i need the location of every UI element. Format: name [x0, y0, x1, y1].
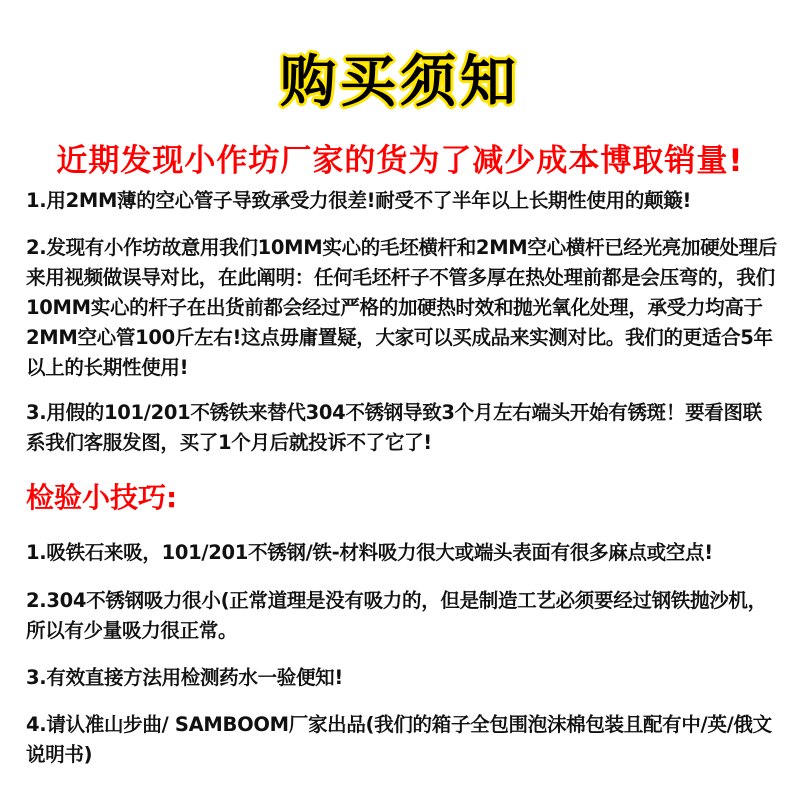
notice-2: 2.发现有小作坊故意用我们10MM实心的毛坯横杆和2MM空心横杆已经光亮加硬处理后来用视频做误导对比，在此阐明：任何毛坯杆子不管多厚在热处理前都是会压弯的，我们10MM实心的杆子在出货前都会经过严格的加硬热时效和抛光氧化处理，承受力均高于2MM空心管100斤左右!这点毋庸置疑，大家可以买成品来实测对比。我们的更适合5年以上的长期性使用!	[26, 236, 778, 379]
notice-3: 3.用假的101/201不锈铁来替代304不锈钢导致3个月左右端头开始有锈斑！要看图联系我们客服发图，买了1个月后就投诉不了它了!	[26, 401, 762, 454]
page-title: 购买须知	[280, 50, 520, 115]
warning-headline: 近期发现小作坊厂家的货为了减少成本博取销量!	[56, 143, 744, 179]
tip-1: 1.吸铁石来吸，101/201不锈钢/铁-材料吸力很大或端头表面有很多麻点或空点!	[26, 541, 713, 564]
tip-2: 2.304不锈钢吸力很小(正常道理是没有吸力的，但是制造工艺必须要经过钢铁抛沙机，所以有少量吸力很正常。	[26, 589, 767, 642]
tip-3: 3.有效直接方法用检测药水一验便知!	[26, 666, 343, 689]
tip-4: 4.请认准山步曲/ SAMBOOM厂家出品(我们的箱子全包围泡沫棉包装且配有中/英/俄文说明书)	[26, 713, 772, 766]
tips-heading: 检验小技巧:	[26, 481, 178, 514]
notice-1: 1.用2MM薄的空心管子导致承受力很差!耐受不了半年以上长期性使用的颠簸!	[26, 189, 692, 212]
